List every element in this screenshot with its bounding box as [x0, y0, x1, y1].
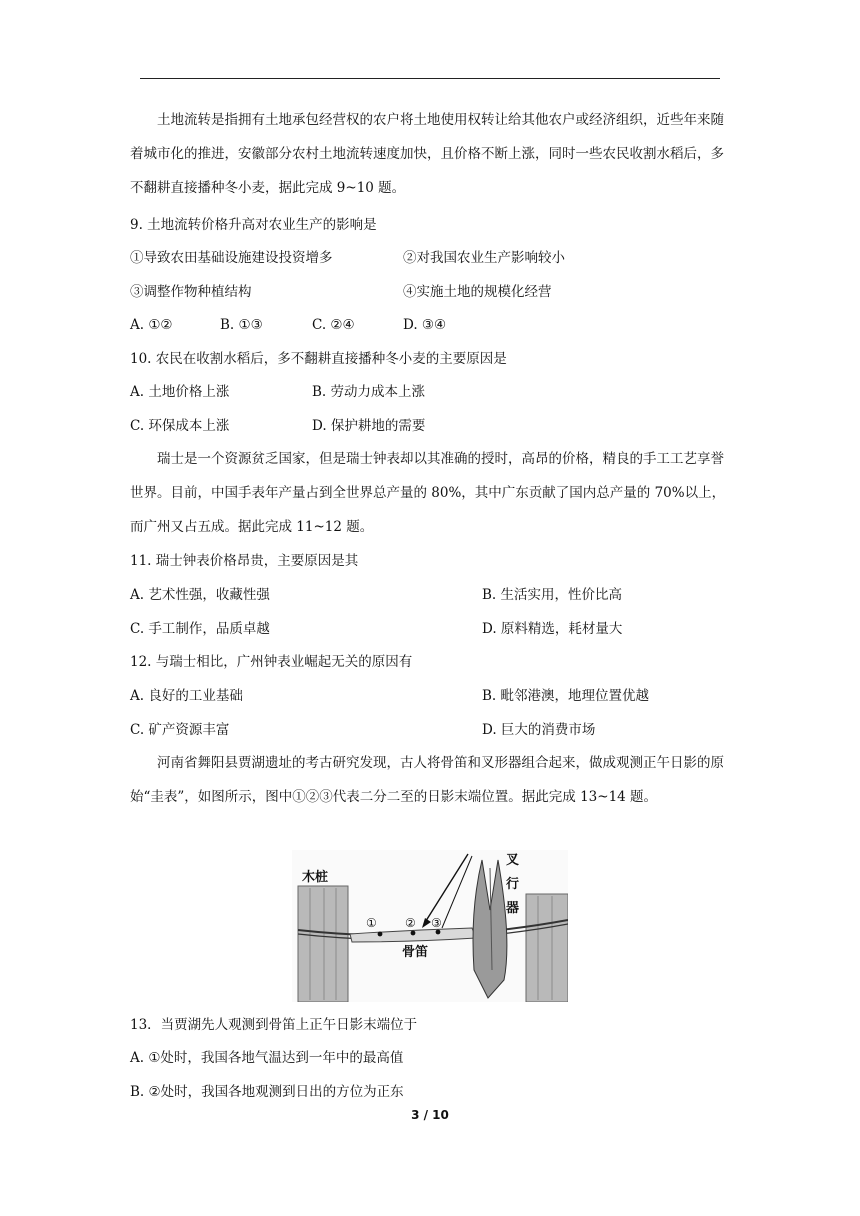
q10-option-d: D. 保护耕地的需要 [312, 418, 426, 434]
q12-option-c: C. 矿产资源丰富 [130, 722, 230, 738]
q10-option-c: C. 环保成本上涨 [130, 418, 230, 434]
gnomon-figure [292, 850, 568, 1002]
q11-option-c: C. 手工制作，品质卓越 [130, 621, 270, 637]
q12-stem: 12. 与瑞士相比，广州钟表业崛起无关的原因有 [130, 654, 413, 670]
q9-item-4: ④实施土地的规模化经营 [403, 284, 552, 300]
q9-option-d: D. ③④ [403, 317, 447, 333]
q10-option-b: B. 劳动力成本上涨 [312, 384, 426, 400]
page-number: 3 / 10 [411, 1108, 449, 1122]
q9-item-2: ②对我国农业生产影响较小 [403, 250, 565, 266]
q11-option-b: B. 生活实用，性价比高 [482, 587, 623, 603]
q9-option-c: C. ②④ [312, 317, 355, 333]
q13-stem: 13．当贾湖先人观测到骨笛上正午日影末端位于 [130, 1017, 418, 1033]
left-post [298, 886, 348, 1002]
q9-stem: 9. 土地流转价格升高对农业生产的影响是 [130, 217, 377, 233]
q9-option-b: B. ①③ [220, 317, 263, 333]
passage-land-transfer: 土地流转是指拥有土地承包经营权的农户将土地使用权转让给其他农户或经济组织，近些年来随着城市化的推进，安徽部分农村土地流转速度加快，且价格不断上涨，同时一些农民收割水稻后，多不翻耕直接播种冬小麦，据此完成 9~10 题。 [130, 112, 724, 196]
header-rule [140, 78, 720, 79]
q13-option-b: B. ②处时，我国各地观测到日出的方位为正东 [130, 1084, 404, 1100]
q12-option-d: D. 巨大的消费市场 [482, 722, 596, 738]
label-flute: 骨笛 [402, 945, 429, 960]
q12-option-a: A. 良好的工业基础 [130, 688, 243, 704]
passage-jiahu-gnomon: 河南省舞阳县贾湖遗址的考古研究发现，古人将骨笛和叉形器组合起来，做成观测正午日影的原始“圭表”，如图所示，图中①②③代表二分二至的日影末端位置。据此完成 13~14 题。 [130, 755, 724, 805]
q10-stem: 10. 农民在收割水稻后，多不翻耕直接播种冬小麦的主要原因是 [130, 351, 507, 367]
label-fork-1: 叉 [506, 853, 520, 868]
passage-swiss-watches: 瑞士是一个资源贫乏国家，但是瑞士钟表却以其准确的授时，高昂的价格，精良的手工工艺享誉世界。目前，中国手表年产量占到全世界总产量的 80%，其中广东贡献了国内总产量的 70%以上，而广州又占五成。据此完成 11~12 题。 [130, 451, 726, 535]
q9-item-3: ③调整作物种植结构 [130, 284, 252, 300]
label-fork-3: 器 [506, 901, 520, 916]
mark-3: ③ [431, 916, 442, 930]
right-post [526, 894, 568, 1002]
q9-item-1: ①导致农田基础设施建设投资增多 [130, 250, 333, 266]
q13-option-a: A. ①处时，我国各地气温达到一年中的最高值 [130, 1050, 404, 1066]
label-post: 木桩 [302, 870, 329, 885]
label-fork-2: 行 [506, 877, 520, 892]
q11-option-a: A. 艺术性强，收藏性强 [130, 587, 270, 603]
mark-1: ① [366, 916, 377, 930]
q11-option-d: D. 原料精选，耗材量大 [482, 621, 623, 637]
mark-2: ② [405, 916, 416, 930]
q11-stem: 11. 瑞士钟表价格昂贵，主要原因是其 [130, 553, 359, 569]
q10-option-a: A. 土地价格上涨 [130, 384, 230, 400]
q12-option-b: B. 毗邻港澳，地理位置优越 [482, 688, 650, 704]
q9-option-a: A. ①② [130, 317, 173, 333]
